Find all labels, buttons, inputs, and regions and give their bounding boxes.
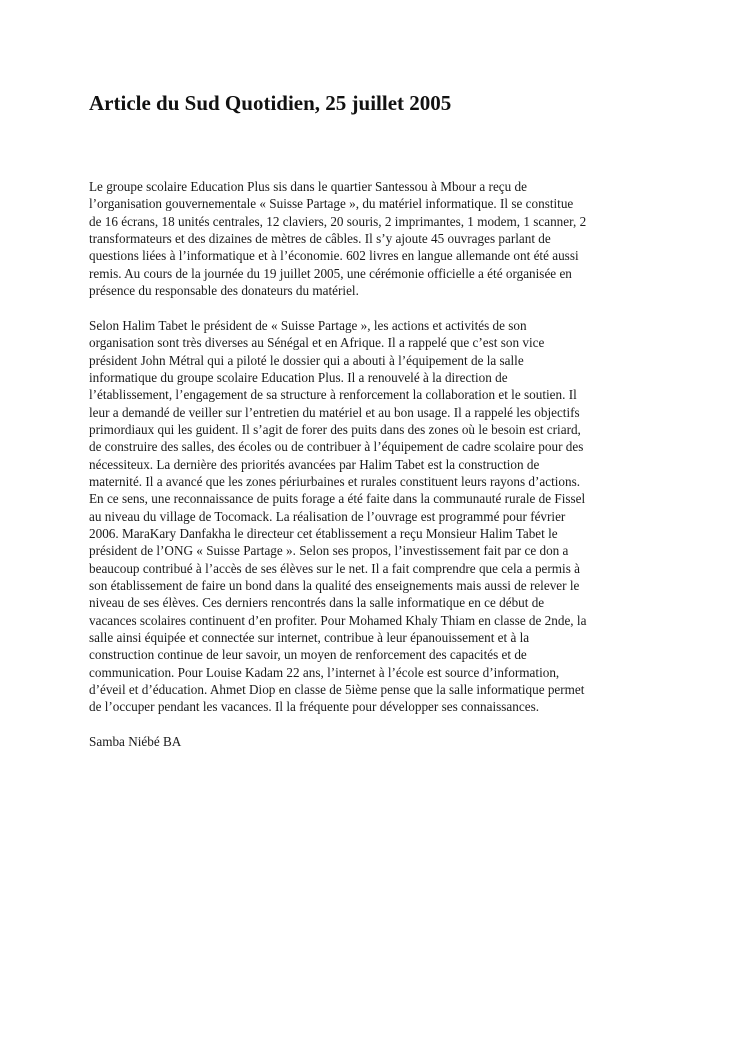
author-signature: Samba Niébé BA (89, 734, 182, 750)
text-line: organisation sont très diverses au Sénégal et en Afrique. Il a rappelé que c’est son vice (89, 335, 545, 351)
text-line: Le groupe scolaire Education Plus sis dans le quartier Santessou à Mbour a reçu de (89, 179, 527, 194)
text-line: 2006. MaraKary Danfakha le directeur cet établissement a reçu Monsieur Halim Tabet le (89, 526, 558, 542)
text-line: vacances scolaires continuent d’en profiter. Pour Mohamed Khaly Thiam en classe de 2nde, la (89, 612, 587, 628)
article-body (89, 178, 669, 751)
text-line: questions liées à l’informatique et à l’économie. 602 livres en langue allemande ont été aussi (89, 248, 579, 264)
text-line: beaucoup contribué à l’accès de ses élèves sur le net. Il a fait comprendre que cela a permis à (89, 560, 581, 576)
text-line: président John Métral qui a piloté le dossier qui a abouti à l’équipement de la salle (89, 352, 524, 368)
text-line: transformateurs et des dizaines de mètres de câbles. Il s’y ajoute 45 ouvrages parlant de (89, 231, 551, 247)
text-line: au niveau du village de Tocomack. La réalisation de l’ouvrage est programmé pour février (89, 508, 566, 524)
text-line: leur a demandé de veiller sur l’entretien du matériel et au bon usage. Il a rappelé les objectifs (89, 404, 580, 420)
article-title: Article du Sud Quotidien, 25 juillet 2005 (89, 91, 452, 115)
text-line: construction continue de leur savoir, un moyen de renforcement des capacités et de (89, 647, 527, 663)
text-line: En ce sens, une reconnaissance de puits forage a été faite dans la communauté rurale de Fissel (89, 491, 586, 507)
text-line: l’organisation gouvernementale « Suisse Partage », du matériel informatique. Il se constitue (89, 196, 574, 212)
text-line: l’établissement, l’engagement de sa structure à renforcement la collaboration et le soutien. Il (89, 387, 577, 403)
text-line: informatique du groupe scolaire Education Plus. Il a renouvelé à la direction de (89, 369, 508, 385)
text-line: remis. Au cours de la journée du 19 juillet 2005, une cérémonie officielle a été organisée en (89, 265, 572, 281)
text-line: niveau de ses élèves. Ces derniers rencontrés dans la salle informatique en ce début de (89, 595, 545, 611)
text-line: maternité. Il a avancé que les zones périurbaines et rurales constituent leurs rayons d’actions. (89, 474, 581, 489)
text-line: primordiaux qui les guident. Il s’agit de forer des puits dans des zones où le besoin est criard, (89, 421, 581, 437)
text-line: salle ainsi équipée et connectée sur internet, contribue à leur épanouissement et à la (89, 630, 530, 646)
text-line: Selon Halim Tabet le président de « Suisse Partage », les actions et activités de son (89, 317, 527, 333)
text-line: d’éveil et d’éducation. Ahmet Diop en classe de 5ième pense que la salle informatique permet (89, 682, 585, 698)
text-line: son établissement de faire un bond dans la qualité des enseignements mais aussi de relever le (89, 578, 580, 594)
text-line: nécessiteux. La dernière des priorités avancées par Halim Tabet est la construction de (89, 456, 540, 472)
paragraph-2 (89, 317, 669, 716)
text-line: président de l’ONG « Suisse Partage ». Selon ses propos, l’investissement fait par ce don a (89, 543, 569, 559)
text-line: de 16 écrans, 18 unités centrales, 12 claviers, 20 souris, 2 imprimantes, 1 modem, 1 scanner, 2 (89, 213, 587, 229)
text-line: communication. Pour Louise Kadam 22 ans, l’internet à l’école est source d’information, (89, 664, 560, 680)
paragraph-1 (89, 178, 669, 299)
text-line: de l’occuper pendant les vacances. Il la fréquente pour développer ses connaissances. (89, 699, 540, 715)
text-line: présence du responsable des donateurs du matériel. (89, 283, 359, 299)
text-line: de construire des salles, des écoles ou de contribuer à l’équipement de cadre scolaire pour des (89, 439, 584, 455)
